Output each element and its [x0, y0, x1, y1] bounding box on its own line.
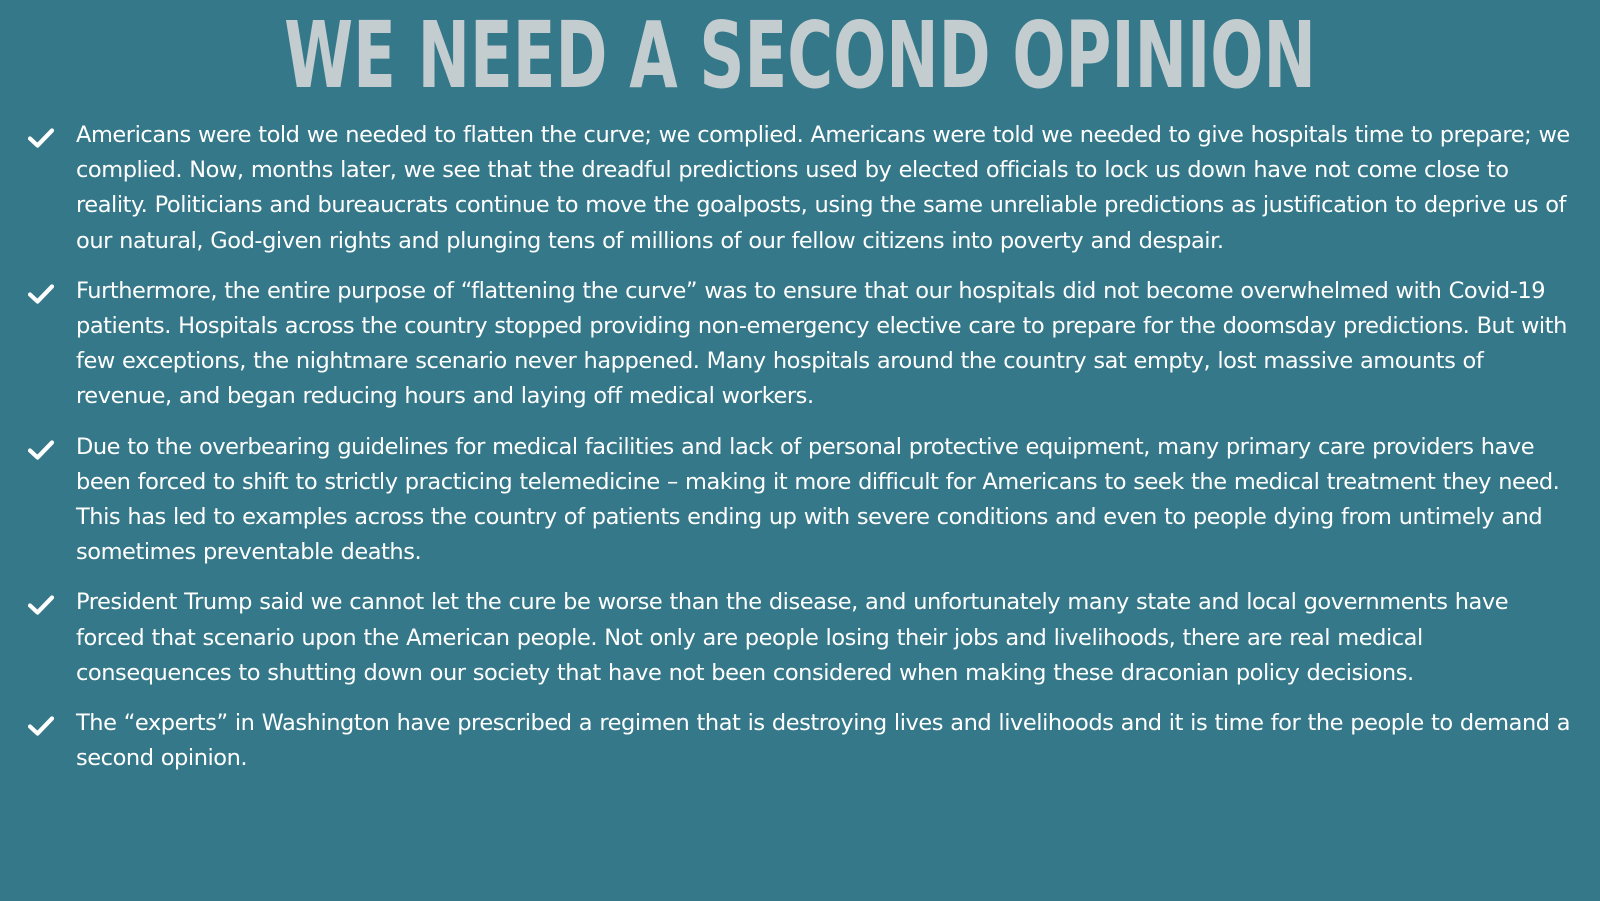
list-item — [28, 274, 1573, 415]
list-item — [28, 430, 1573, 571]
bullet-text: The “experts” in Washington have prescribed a regimen that is destroying lives and livelihoods and it is time for the people to demand a second opinion. — [76, 710, 1571, 772]
page-title: WE NEED A SECOND OPINION — [284, 2, 1316, 109]
check-icon — [28, 594, 54, 616]
check-icon — [28, 715, 54, 737]
bullet-list — [28, 118, 1573, 791]
list-item — [28, 118, 1573, 259]
bullet-text: President Trump said we cannot let the cure be worse than the disease, and unfortunately many state and local governments have forced that scenario upon the American people. Not only are people losing their jobs and livelihoods, there are real medical consequences to shutting down our society that have not been considered when making these draconian policy decisions. — [76, 589, 1509, 686]
list-item — [28, 585, 1573, 691]
check-icon — [28, 283, 54, 305]
bullet-text: Americans were told we needed to flatten the curve; we complied. Americans were told we needed to give hospitals time to prepare; we complied. Now, months later, we see that the dreadful predictions used by elected officials to lock us down have not come close to reality. Politicians and bureaucrats continue to move the goalposts, using the same unreliable predictions as justification to deprive us of our natural, God-given rights and plunging tens of millions of our fellow citizens into poverty and despair. — [76, 122, 1570, 254]
check-icon — [28, 127, 54, 149]
check-icon — [28, 439, 54, 461]
list-item — [28, 706, 1573, 776]
bullet-text: Furthermore, the entire purpose of “flattening the curve” was to ensure that our hospitals did not become overwhelmed with Covid-19 patients. Hospitals across the country stopped providing non-emergency elective care to prepare for the doomsday predictions. But with few exceptions, the nightmare scenario never happened. Many hospitals around the country sat empty, lost massive amounts of revenue, and began reducing hours and laying off medical workers. — [76, 277, 1567, 410]
bullet-text: Due to the overbearing guidelines for medical facilities and lack of personal protective equipment, many primary care providers have been forced to shift to strictly practicing telemedicine – making it more difficult for Americans to seek the medical treatment they need. This has led to examples across the country of patients ending up with severe conditions and even to people dying from untimely and sometimes preventable deaths. — [76, 433, 1560, 566]
